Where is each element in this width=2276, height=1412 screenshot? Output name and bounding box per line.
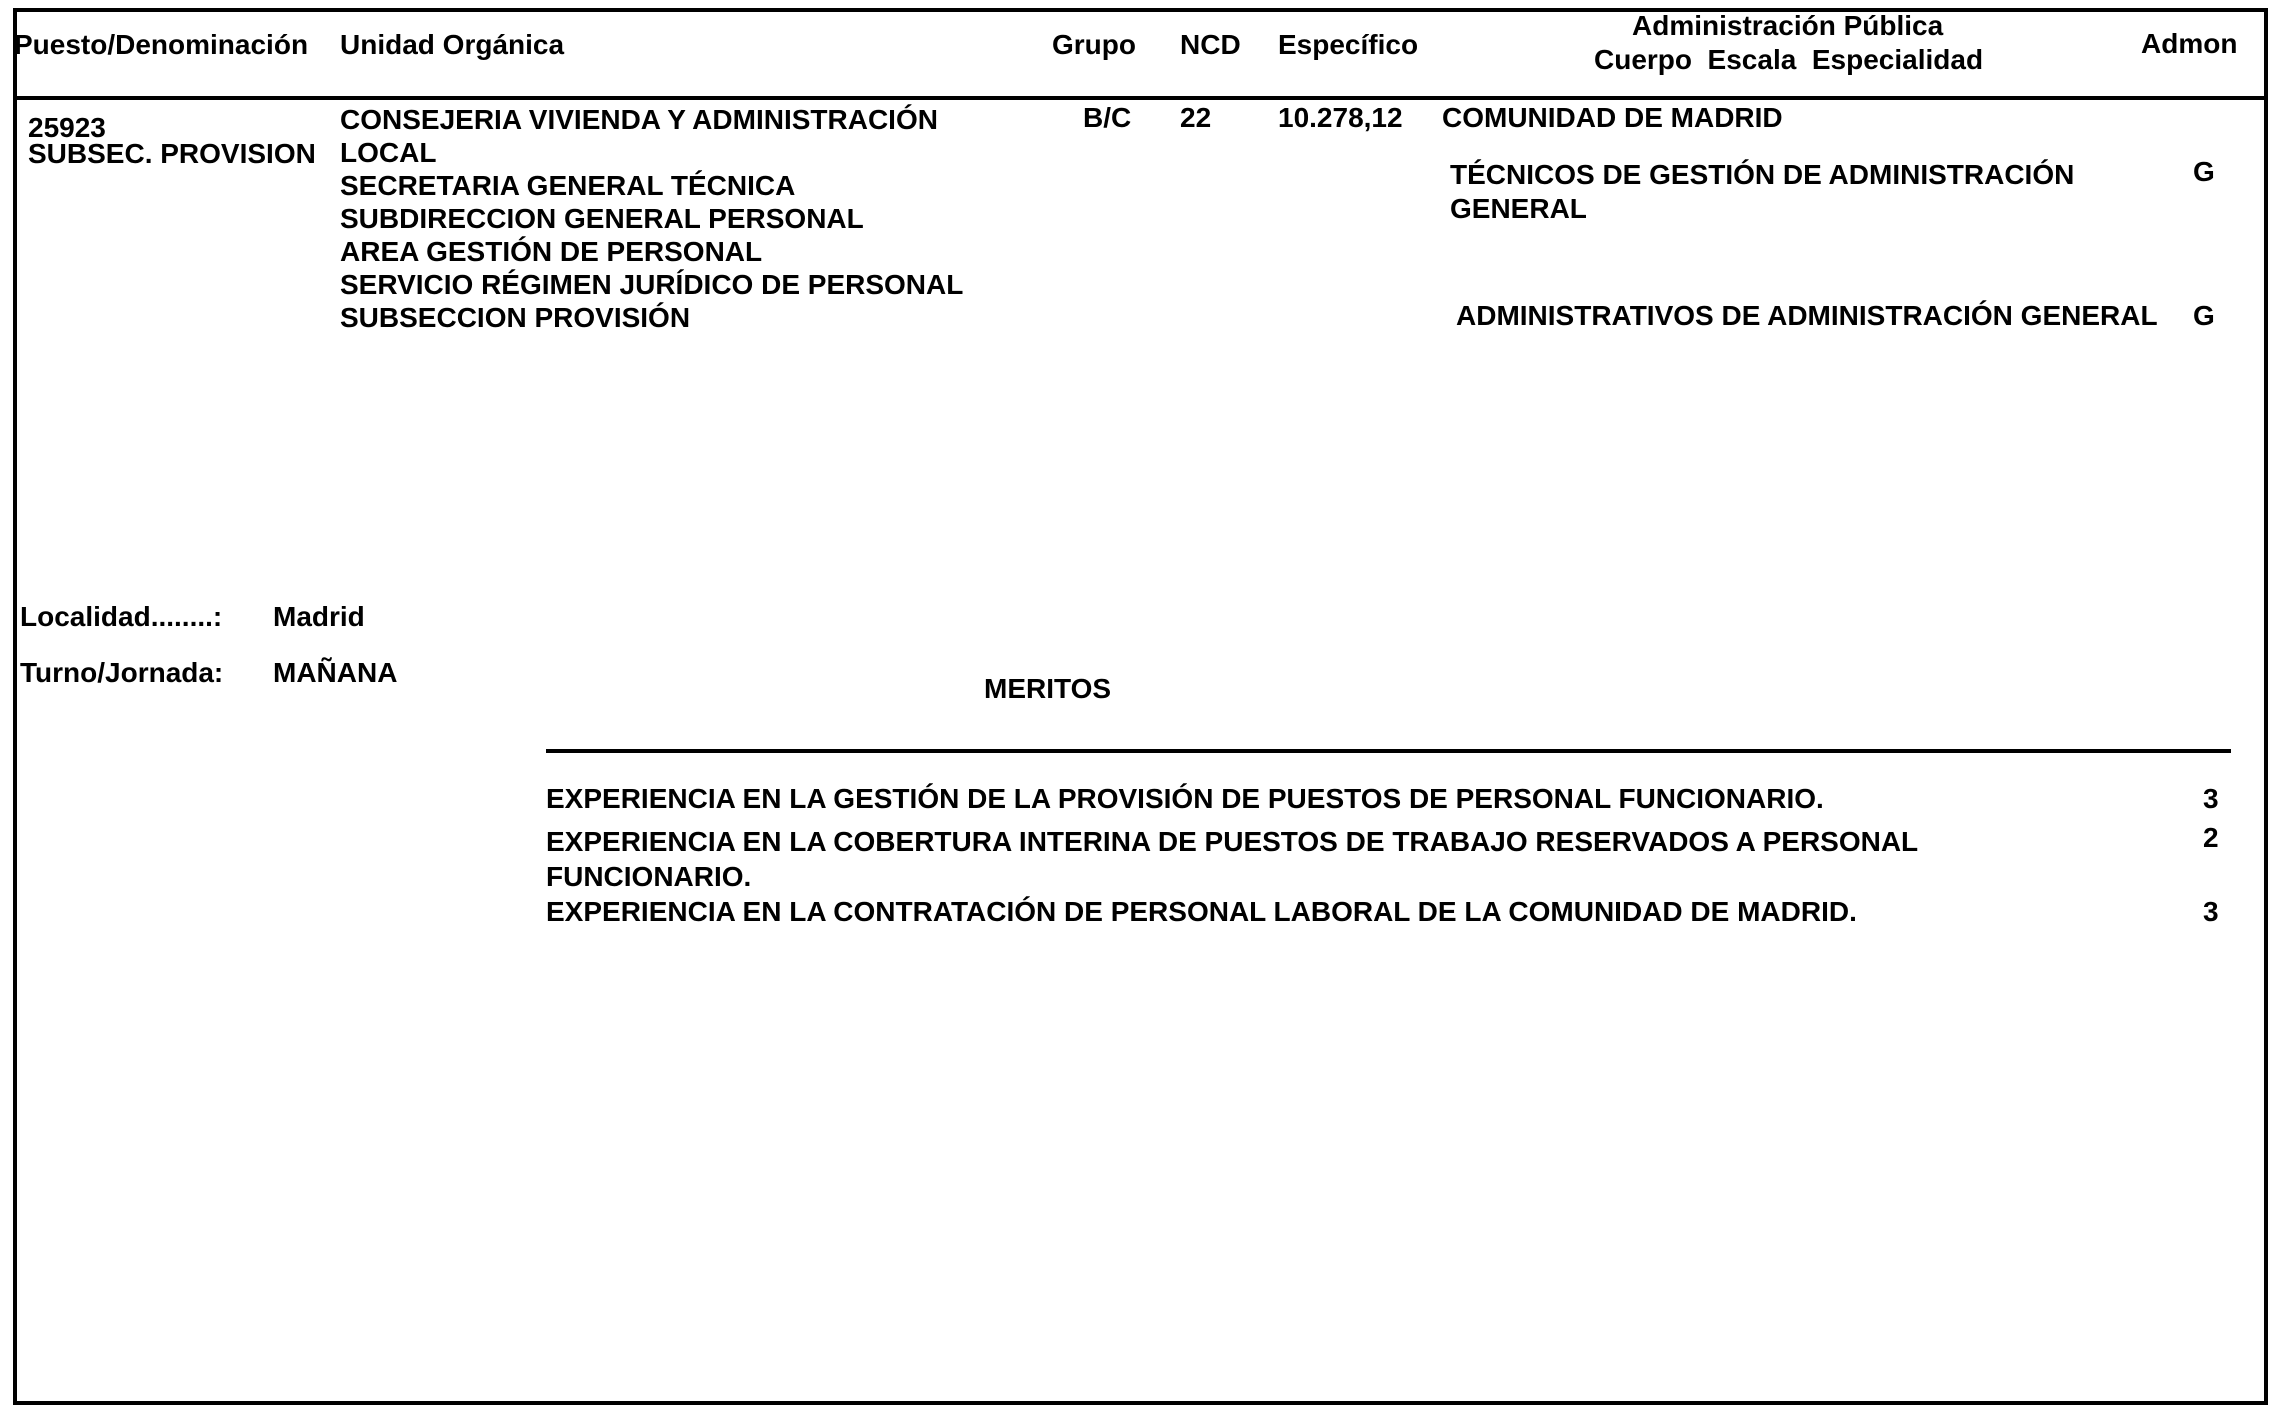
cuerpo-line: ADMINISTRATIVOS DE ADMINISTRACIÓN GENERAL <box>1456 300 2158 331</box>
grupo-value: B/C <box>1083 102 1132 133</box>
cuerpo-admon: G <box>2193 300 2215 331</box>
meritos-rule <box>546 749 2231 753</box>
unidad-organica <box>340 103 963 334</box>
cuerpo-line: GENERAL <box>1450 193 1587 224</box>
merito-line: EXPERIENCIA EN LA CONTRATACIÓN DE PERSONAL LABORAL DE LA COMUNIDAD DE MADRID. <box>546 896 1857 927</box>
cuerpo-line: TÉCNICOS DE GESTIÓN DE ADMINISTRACIÓN <box>1450 159 2075 190</box>
puesto-codigo: 25923 <box>28 112 106 143</box>
header-ncd: NCD <box>1180 29 1241 60</box>
unidad-line: SERVICIO RÉGIMEN JURÍDICO DE PERSONAL <box>340 269 964 300</box>
localidad-value: Madrid <box>273 601 365 632</box>
merito-points: 2 <box>2203 822 2219 853</box>
unidad-line: SUBDIRECCION GENERAL PERSONAL <box>340 203 864 234</box>
header-puesto: Puesto/Denominación <box>14 29 309 60</box>
puesto-denominacion: SUBSEC. PROVISION <box>28 138 316 169</box>
unidad-line: AREA GESTIÓN DE PERSONAL <box>340 236 763 267</box>
header-admon: Admon <box>2141 28 2238 59</box>
header-unidad: Unidad Orgánica <box>340 29 565 60</box>
unidad-line: LOCAL <box>340 137 437 168</box>
merito-item <box>546 824 1918 894</box>
header-especifico: Específico <box>1278 29 1419 60</box>
merito-item <box>546 785 1824 813</box>
unidad-line: SECRETARIA GENERAL TÉCNICA <box>340 170 796 201</box>
merito-line: EXPERIENCIA EN LA GESTIÓN DE LA PROVISIÓN DE PUESTOS DE PERSONAL FUNCIONARIO. <box>546 783 1824 814</box>
unidad-line: SUBSECCION PROVISIÓN <box>340 302 691 333</box>
merito-line: FUNCIONARIO. <box>546 861 752 892</box>
ncd-value: 22 <box>1180 102 1212 133</box>
especifico-value: 10.278,12 <box>1278 102 1403 133</box>
turno-label: Turno/Jornada: <box>20 657 224 688</box>
merito-item <box>546 898 1857 926</box>
header-cuerpo-escala: Cuerpo Escala Especialidad <box>1594 44 1984 75</box>
localidad-label: Localidad........: <box>20 601 223 632</box>
header-rule <box>13 96 2268 100</box>
administracion-value: COMUNIDAD DE MADRID <box>1442 102 1783 133</box>
merito-points: 3 <box>2203 896 2219 927</box>
cuerpo-admon: G <box>2193 156 2215 187</box>
header-admin-publica: Administración Pública <box>1632 10 1944 41</box>
unidad-line: CONSEJERIA VIVIENDA Y ADMINISTRACIÓN <box>340 104 938 135</box>
cuerpo-item <box>1456 302 2158 330</box>
cuerpo-item <box>1450 158 2074 226</box>
turno-value: MAÑANA <box>273 657 398 688</box>
header-grupo: Grupo <box>1052 29 1136 60</box>
meritos-title: MERITOS <box>984 673 1112 704</box>
merito-points: 3 <box>2203 783 2219 814</box>
merito-line: EXPERIENCIA EN LA COBERTURA INTERINA DE PUESTOS DE TRABAJO RESERVADOS A PERSONAL <box>546 826 1919 857</box>
